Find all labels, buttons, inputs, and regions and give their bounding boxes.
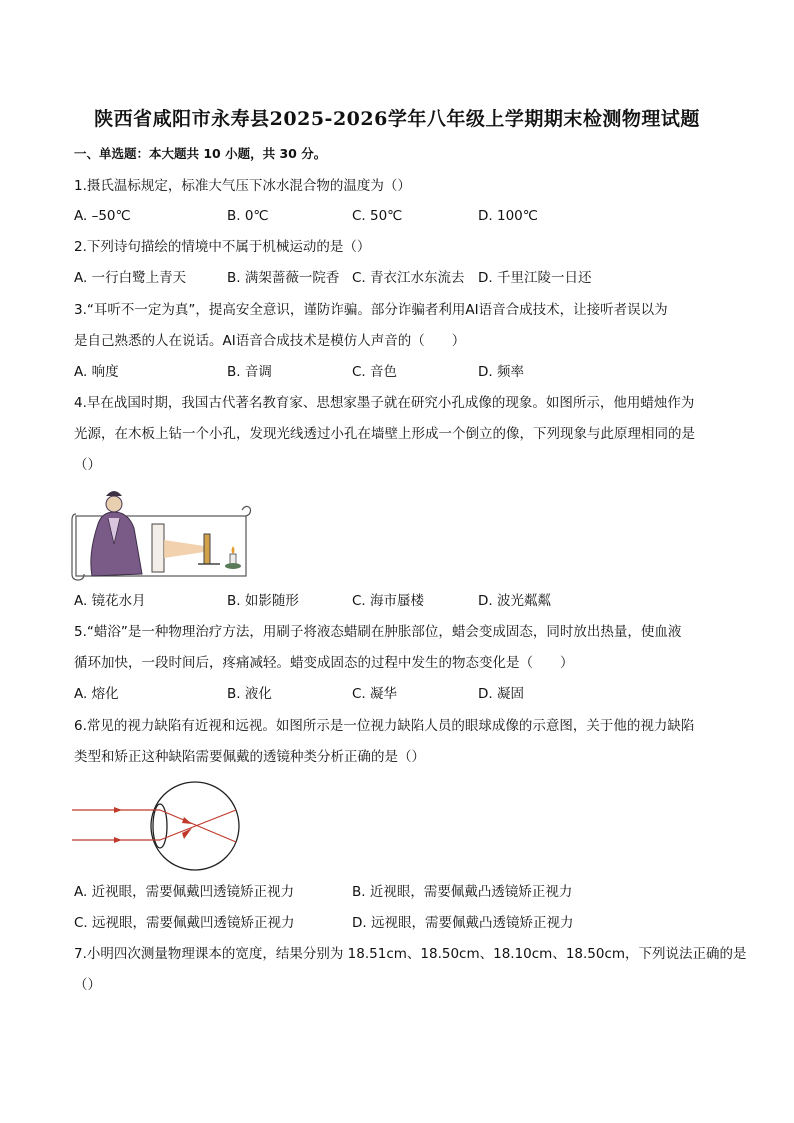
question-2-option-a[interactable]: A. 一行白鹭上青天 [74,270,187,286]
question-2-option-b[interactable]: B. 满架蔷薇一院香 [227,270,340,286]
question-7-stem-line-2: （） [74,977,101,993]
question-4-stem-line-3: （） [74,457,101,473]
question-2-option-c[interactable]: C. 青衣江水东流去 [352,270,465,286]
section-heading: 一、单选题：本大题共 10 小题，共 30 分。 [74,146,327,161]
question-3-stem-line-1: 3.“耳听不一定为真”，提高安全意识，谨防诈骗。部分诈骗者利用AI语音合成技术，让接听者误以为 [74,302,668,318]
question-6-stem-line-2: 类型和矫正这种缺陷需要佩戴的透镜种类分析正确的是（） [74,749,425,765]
question-4-stem-line-1: 4.早在战国时期，我国古代著名教育家、思想家墨子就在研究小孔成像的现象。如图所示，他用蜡烛作为 [74,395,695,411]
question-6-option-c[interactable]: C. 远视眼，需要佩戴凹透镜矫正视力 [74,915,295,931]
question-1-option-c[interactable]: C. 50℃ [352,208,403,224]
question-3-option-b[interactable]: B. 音调 [227,364,272,380]
page-title: 陕西省咸阳市永寿县2025-2026学年八年级上学期期末检测物理试题 [94,108,700,130]
question-6-option-b[interactable]: B. 近视眼，需要佩戴凸透镜矫正视力 [352,884,573,900]
question-4-option-a[interactable]: A. 镜花水月 [74,593,146,609]
question-5-option-a[interactable]: A. 熔化 [74,686,119,702]
question-7-stem-line-1: 7.小明四次测量物理课本的宽度，结果分别为 18.51cm、18.50cm、18.10cm、18.50cm，下列说法正确的是 [74,946,747,962]
eye-diagram-figure [70,778,256,874]
question-6-stem-line-1: 6.常见的视力缺陷有近视和远视。如图所示是一位视力缺陷人员的眼球成像的示意图，关于他的视力缺陷 [74,718,695,734]
question-3-option-d[interactable]: D. 频率 [478,364,524,380]
pinhole-camera-figure [70,484,252,584]
question-4-option-b[interactable]: B. 如影随形 [227,593,299,609]
question-4-option-d[interactable]: D. 波光粼粼 [478,593,551,609]
question-4-option-c[interactable]: C. 海市蜃楼 [352,593,425,609]
question-3-option-c[interactable]: C. 音色 [352,364,398,380]
question-1-option-a[interactable]: A. –50℃ [74,208,131,224]
question-2-option-d[interactable]: D. 千里江陵一日还 [478,270,592,286]
question-6-option-a[interactable]: A. 近视眼，需要佩戴凹透镜矫正视力 [74,884,295,900]
question-5-option-c[interactable]: C. 凝华 [352,686,398,702]
question-2-stem: 2.下列诗句描绘的情境中不属于机械运动的是（） [74,239,371,255]
question-1-stem: 1.摄氏温标规定，标准大气压下冰水混合物的温度为（） [74,178,411,194]
question-1-option-d[interactable]: D. 100℃ [478,208,538,224]
question-4-stem-line-2: 光源，在木板上钻一个小孔，发现光线透过小孔在墙壁上形成一个倒立的像，下列现象与此原理相同的是 [74,426,695,442]
question-1-option-b[interactable]: B. 0℃ [227,208,269,224]
question-5-option-d[interactable]: D. 凝固 [478,686,524,702]
question-5-stem-line-1: 5.“蜡浴”是一种物理治疗方法，用刷子将液态蜡刷在肿胀部位，蜡会变成固态，同时放出热量，使血液 [74,624,682,640]
question-5-option-b[interactable]: B. 液化 [227,686,272,702]
question-6-option-d[interactable]: D. 远视眼，需要佩戴凸透镜矫正视力 [352,915,574,931]
question-5-stem-line-2: 循环加快，一段时间后，疼痛减轻。蜡变成固态的过程中发生的物态变化是（ ） [74,655,574,671]
question-3-stem-line-2: 是自己熟悉的人在说话。AI语音合成技术是模仿人声音的（ ） [74,333,466,349]
question-3-option-a[interactable]: A. 响度 [74,364,119,380]
